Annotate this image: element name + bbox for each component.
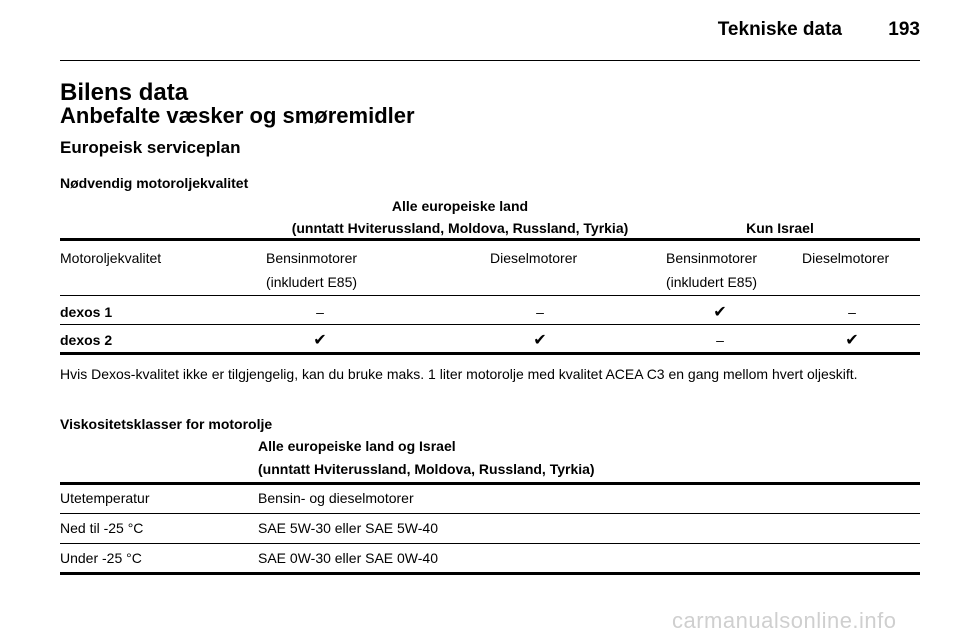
group-header-israel: Kun Israel xyxy=(746,220,814,236)
cell-dexos1-petrol-eu: – xyxy=(316,304,324,320)
table2-rule-bottom xyxy=(60,572,920,575)
dexos-fallback-note: Hvis Dexos-kvalitet ikke er tilgjengelig, kan du bruke maks. 1 liter motorolje med kvalitet ACEA C3 en gang mellom hvert oljeskift. xyxy=(60,366,858,382)
table2-rule-top xyxy=(60,482,920,485)
table2-caption: Viskositetsklasser for motorolje xyxy=(60,416,273,432)
watermark: carmanualsonline.info xyxy=(672,608,897,633)
cell-dexos2-petrol-il: – xyxy=(716,332,724,348)
cell-temp-row2: Under -25 °C xyxy=(60,550,142,566)
group-header-exceptions: (unntatt Hviterussland, Moldova, Russland, Tyrkia) xyxy=(258,461,595,477)
column-header-quality: Motoroljekvalitet xyxy=(60,250,162,266)
column-header-petrol-eu-note: (inkludert E85) xyxy=(266,274,358,290)
check-icon: ✔ xyxy=(533,332,547,349)
running-head xyxy=(60,19,920,49)
table2-rule-header xyxy=(60,513,920,514)
cell-dexos1-diesel-il: – xyxy=(848,304,856,320)
table1-rule-row1 xyxy=(60,324,920,325)
cell-grade-row2: SAE 0W-30 eller SAE 0W-40 xyxy=(258,550,439,566)
header-rule xyxy=(60,60,920,61)
group-header-europe: Alle europeiske land xyxy=(391,198,529,214)
column-header-petrol-il: Bensinmotorer xyxy=(666,250,758,266)
check-icon: ✔ xyxy=(845,332,859,349)
column-header-temperature: Utetemperatur xyxy=(60,490,150,506)
cell-grade-row1: SAE 5W-30 eller SAE 5W-40 xyxy=(258,520,439,536)
check-icon: ✔ xyxy=(713,304,727,321)
subsection-heading: Europeisk serviceplan xyxy=(60,138,241,157)
row-label-dexos-1: dexos 1 xyxy=(60,304,113,320)
page-heading: Bilens data xyxy=(60,79,189,106)
table1-rule-top xyxy=(60,238,920,241)
section-heading: Anbefalte væsker og smøremidler xyxy=(60,103,415,128)
table2-rule-row1 xyxy=(60,543,920,544)
table1-caption: Nødvendig motoroljekvalitet xyxy=(60,175,249,191)
column-header-petrol-eu: Bensinmotorer xyxy=(266,250,358,266)
check-icon: ✔ xyxy=(313,332,327,349)
column-header-diesel-eu: Dieselmotorer xyxy=(490,250,578,266)
cell-temp-row1: Ned til -25 °C xyxy=(60,520,144,536)
table1-rule-header xyxy=(60,295,920,296)
column-header-petrol-il-note: (inkludert E85) xyxy=(666,274,758,290)
table1-rule-bottom xyxy=(60,352,920,355)
section-title: Tekniske data xyxy=(717,19,842,40)
column-header-engines: Bensin- og dieselmotorer xyxy=(258,490,414,506)
page-number: 193 xyxy=(888,19,920,40)
cell-dexos1-diesel-eu: – xyxy=(536,304,544,320)
row-label-dexos-2: dexos 2 xyxy=(60,332,113,348)
group-header-europe-israel: Alle europeiske land og Israel xyxy=(258,438,456,454)
group-header-europe-exceptions: (unntatt Hviterussland, Moldova, Russland, Tyrkia) xyxy=(291,220,629,236)
column-header-diesel-il: Dieselmotorer xyxy=(802,250,890,266)
